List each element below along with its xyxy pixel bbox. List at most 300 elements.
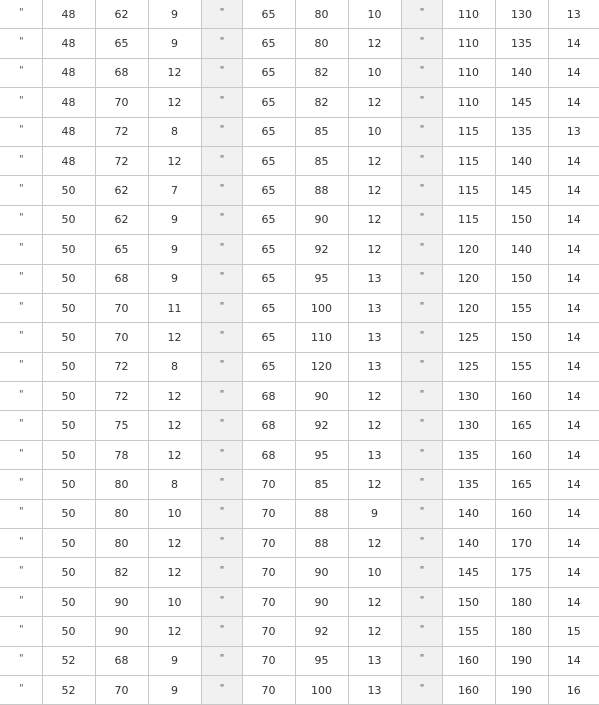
table-row [0,352,599,381]
table-cell: 65 [242,29,295,58]
table-cell: 14 [548,352,599,381]
table-cell: 9 [148,0,201,29]
table-cell: 12 [148,58,201,87]
ditto-mark-cell: " [0,58,42,87]
table-cell: 14 [548,558,599,587]
ditto-mark-cell: " [0,587,42,616]
ditto-mark-cell: " [201,411,242,440]
ditto-mark-cell: " [201,470,242,499]
table-cell: 12 [148,440,201,469]
table-cell: 10 [348,558,401,587]
ditto-mark-cell: " [401,382,442,411]
table-cell: 82 [295,88,348,117]
ditto-mark-cell: " [0,382,42,411]
ditto-mark-cell: " [0,529,42,558]
table-cell: 65 [95,235,148,264]
table-cell: 14 [548,58,599,87]
table-cell: 50 [42,470,95,499]
table-row [0,264,599,293]
table-cell: 52 [42,646,95,675]
table-row [0,587,599,616]
table-cell: 70 [95,323,148,352]
table-cell: 145 [442,558,495,587]
table-cell: 65 [242,176,295,205]
table-cell: 95 [295,646,348,675]
table-cell: 11 [148,293,201,322]
table-cell: 65 [242,146,295,175]
table-cell: 120 [442,264,495,293]
table-cell: 92 [295,235,348,264]
table-cell: 50 [42,235,95,264]
table-cell: 48 [42,88,95,117]
ditto-mark-cell: " [201,205,242,234]
ditto-mark-cell: " [0,0,42,29]
table-row [0,293,599,322]
table-row [0,58,599,87]
table-cell: 115 [442,205,495,234]
table-cell: 13 [548,117,599,146]
ditto-mark-cell: " [401,675,442,704]
table-cell: 115 [442,176,495,205]
ditto-mark-cell: " [0,117,42,146]
table-cell: 155 [442,617,495,646]
table-cell: 13 [348,675,401,704]
ditto-mark-cell: " [201,176,242,205]
ditto-mark-cell: " [401,470,442,499]
table-cell: 9 [348,499,401,528]
ditto-mark-cell: " [401,205,442,234]
table-row [0,499,599,528]
table-row [0,88,599,117]
table-row [0,470,599,499]
table-cell: 68 [242,440,295,469]
table-row [0,646,599,675]
table-cell: 90 [295,382,348,411]
table-cell: 9 [148,205,201,234]
table-cell: 12 [148,558,201,587]
ditto-mark-cell: " [401,529,442,558]
table-cell: 90 [295,587,348,616]
table-cell: 50 [42,176,95,205]
table-cell: 13 [548,0,599,29]
table-cell: 12 [348,587,401,616]
ditto-mark-cell: " [0,499,42,528]
table-cell: 50 [42,293,95,322]
table-cell: 65 [242,293,295,322]
table-cell: 68 [95,58,148,87]
ditto-mark-cell: " [0,558,42,587]
table-cell: 190 [495,646,548,675]
table-cell: 80 [95,470,148,499]
table-cell: 145 [495,176,548,205]
table-cell: 140 [495,146,548,175]
table-row [0,323,599,352]
table-cell: 135 [495,29,548,58]
table-cell: 125 [442,323,495,352]
table-cell: 62 [95,0,148,29]
ditto-mark-cell: " [201,499,242,528]
table-cell: 125 [442,352,495,381]
table-row [0,176,599,205]
table-cell: 70 [242,646,295,675]
table-cell: 190 [495,675,548,704]
table-cell: 50 [42,382,95,411]
table-cell: 88 [295,529,348,558]
table-cell: 10 [348,0,401,29]
table-cell: 13 [348,352,401,381]
ditto-mark-cell: " [201,675,242,704]
ditto-mark-cell: " [401,440,442,469]
table-cell: 70 [95,675,148,704]
ditto-mark-cell: " [0,205,42,234]
table-cell: 50 [42,558,95,587]
table-cell: 180 [495,587,548,616]
table-cell: 120 [442,293,495,322]
table-cell: 14 [548,470,599,499]
table-cell: 16 [548,675,599,704]
table-cell: 8 [148,117,201,146]
ditto-mark-cell: " [0,440,42,469]
table-cell: 110 [442,88,495,117]
table-cell: 90 [95,617,148,646]
ditto-mark-cell: " [201,558,242,587]
table-cell: 50 [42,411,95,440]
table-cell: 14 [548,499,599,528]
table-cell: 12 [148,146,201,175]
table-cell: 72 [95,382,148,411]
table-cell: 85 [295,470,348,499]
ditto-mark-cell: " [0,411,42,440]
table-cell: 150 [495,205,548,234]
table-cell: 12 [348,470,401,499]
table-cell: 65 [242,117,295,146]
table-cell: 65 [242,88,295,117]
ditto-mark-cell: " [0,293,42,322]
table-cell: 8 [148,470,201,499]
table-cell: 50 [42,617,95,646]
table-cell: 150 [442,587,495,616]
table-cell: 130 [442,382,495,411]
table-cell: 12 [348,176,401,205]
table-cell: 14 [548,440,599,469]
table-cell: 14 [548,646,599,675]
table-cell: 12 [148,411,201,440]
table-row [0,411,599,440]
table-cell: 12 [348,411,401,440]
table-cell: 165 [495,470,548,499]
table-cell: 65 [95,29,148,58]
table-cell: 14 [548,29,599,58]
table-cell: 160 [495,499,548,528]
table-cell: 50 [42,352,95,381]
table-row [0,617,599,646]
table-cell: 70 [242,558,295,587]
ditto-mark-cell: " [201,293,242,322]
table-cell: 50 [42,587,95,616]
table-cell: 14 [548,382,599,411]
ditto-mark-cell: " [401,29,442,58]
table-cell: 115 [442,146,495,175]
table-cell: 120 [442,235,495,264]
ditto-mark-cell: " [201,587,242,616]
table-cell: 10 [148,499,201,528]
table-cell: 12 [348,205,401,234]
table-cell: 78 [95,440,148,469]
table-cell: 80 [95,499,148,528]
ditto-mark-cell: " [0,617,42,646]
table-cell: 120 [295,352,348,381]
table-cell: 14 [548,205,599,234]
table-cell: 80 [95,529,148,558]
ditto-mark-cell: " [0,675,42,704]
table-cell: 70 [95,293,148,322]
table-cell: 13 [348,293,401,322]
table-cell: 8 [148,352,201,381]
table-cell: 10 [348,117,401,146]
table-cell: 100 [295,293,348,322]
table-cell: 135 [442,440,495,469]
ditto-mark-cell: " [201,235,242,264]
table-cell: 150 [495,323,548,352]
table-cell: 7 [148,176,201,205]
table-cell: 70 [242,529,295,558]
ditto-mark-cell: " [401,88,442,117]
ditto-mark-cell: " [401,323,442,352]
ditto-mark-cell: " [201,352,242,381]
table-cell: 48 [42,117,95,146]
table-cell: 14 [548,88,599,117]
ditto-mark-cell: " [401,146,442,175]
table-cell: 175 [495,558,548,587]
table-cell: 70 [242,470,295,499]
table-cell: 110 [295,323,348,352]
ditto-mark-cell: " [401,58,442,87]
table-cell: 68 [95,264,148,293]
ditto-mark-cell: " [401,176,442,205]
table-cell: 90 [295,205,348,234]
ditto-mark-cell: " [0,88,42,117]
table-cell: 140 [442,529,495,558]
table-cell: 92 [295,411,348,440]
table-row [0,235,599,264]
table-cell: 180 [495,617,548,646]
table-cell: 115 [442,117,495,146]
table-cell: 48 [42,58,95,87]
ditto-mark-cell: " [0,646,42,675]
table-cell: 80 [295,29,348,58]
table-cell: 13 [348,440,401,469]
table-cell: 88 [295,176,348,205]
table-row [0,675,599,704]
table-cell: 50 [42,499,95,528]
table-cell: 85 [295,117,348,146]
ditto-mark-cell: " [201,323,242,352]
table-cell: 155 [495,352,548,381]
table-row [0,205,599,234]
table-cell: 70 [242,499,295,528]
table-cell: 14 [548,293,599,322]
table-row [0,529,599,558]
table-cell: 130 [442,411,495,440]
table-cell: 14 [548,264,599,293]
ditto-mark-cell: " [201,617,242,646]
ditto-mark-cell: " [401,646,442,675]
table-cell: 65 [242,352,295,381]
ditto-mark-cell: " [201,440,242,469]
table-cell: 62 [95,205,148,234]
ditto-mark-cell: " [401,499,442,528]
ditto-mark-cell: " [201,29,242,58]
table-cell: 72 [95,117,148,146]
table-cell: 155 [495,293,548,322]
table-cell: 12 [148,88,201,117]
table-cell: 65 [242,58,295,87]
ditto-mark-cell: " [401,617,442,646]
ditto-mark-cell: " [0,235,42,264]
ditto-mark-cell: " [401,293,442,322]
table-cell: 15 [548,617,599,646]
ditto-mark-cell: " [401,352,442,381]
ditto-mark-cell: " [401,587,442,616]
table-cell: 48 [42,146,95,175]
table-cell: 10 [348,58,401,87]
table-cell: 100 [295,675,348,704]
table-cell: 68 [242,411,295,440]
ditto-mark-cell: " [401,411,442,440]
table-cell: 85 [295,146,348,175]
ditto-mark-cell: " [0,323,42,352]
table-cell: 12 [348,29,401,58]
table-cell: 14 [548,235,599,264]
table-cell: 90 [95,587,148,616]
table-cell: 110 [442,29,495,58]
table-cell: 140 [442,499,495,528]
table-row [0,440,599,469]
table-cell: 150 [495,264,548,293]
table-cell: 68 [242,382,295,411]
table-cell: 12 [348,529,401,558]
table-row [0,0,599,29]
table-cell: 92 [295,617,348,646]
table-cell: 160 [495,440,548,469]
table-cell: 10 [148,587,201,616]
table-cell: 12 [348,88,401,117]
table-cell: 50 [42,264,95,293]
ditto-mark-cell: " [401,558,442,587]
table-cell: 48 [42,0,95,29]
ditto-mark-cell: " [201,88,242,117]
table-cell: 48 [42,29,95,58]
table-cell: 135 [495,117,548,146]
table-cell: 65 [242,0,295,29]
table-cell: 72 [95,146,148,175]
ditto-mark-cell: " [0,352,42,381]
table-cell: 13 [348,264,401,293]
table-cell: 13 [348,323,401,352]
table-cell: 68 [95,646,148,675]
table-cell: 75 [95,411,148,440]
ditto-mark-cell: " [0,146,42,175]
table-cell: 14 [548,323,599,352]
table-cell: 72 [95,352,148,381]
table-cell: 50 [42,440,95,469]
table-cell: 9 [148,675,201,704]
table-cell: 9 [148,264,201,293]
table-cell: 70 [95,88,148,117]
table-row [0,29,599,58]
table-cell: 95 [295,264,348,293]
table-cell: 70 [242,587,295,616]
table-cell: 135 [442,470,495,499]
ditto-mark-cell: " [0,176,42,205]
table-cell: 88 [295,499,348,528]
ditto-mark-cell: " [201,146,242,175]
table-cell: 52 [42,675,95,704]
table-cell: 160 [442,646,495,675]
table-cell: 165 [495,411,548,440]
table-cell: 62 [95,176,148,205]
table-cell: 130 [495,0,548,29]
table-cell: 50 [42,323,95,352]
ditto-mark-cell: " [401,117,442,146]
table-cell: 12 [348,382,401,411]
ditto-mark-cell: " [0,470,42,499]
table-cell: 12 [148,617,201,646]
table-cell: 14 [548,411,599,440]
table-cell: 9 [148,235,201,264]
ditto-mark-cell: " [401,0,442,29]
table-cell: 110 [442,0,495,29]
table-row [0,382,599,411]
table-cell: 14 [548,146,599,175]
ditto-mark-cell: " [0,29,42,58]
table-cell: 9 [148,646,201,675]
table-cell: 12 [148,529,201,558]
table-row [0,558,599,587]
ditto-mark-cell: " [401,264,442,293]
ditto-mark-cell: " [201,117,242,146]
ditto-mark-cell: " [401,235,442,264]
table-cell: 50 [42,205,95,234]
ditto-mark-cell: " [201,0,242,29]
table-cell: 65 [242,205,295,234]
table-cell: 160 [495,382,548,411]
ditto-mark-cell: " [0,264,42,293]
table-cell: 12 [348,146,401,175]
table-cell: 110 [442,58,495,87]
table-cell: 65 [242,264,295,293]
table-cell: 14 [548,529,599,558]
table-cell: 14 [548,587,599,616]
table-cell: 82 [95,558,148,587]
table-cell: 82 [295,58,348,87]
table-cell: 50 [42,529,95,558]
ditto-mark-cell: " [201,646,242,675]
ditto-mark-cell: " [201,264,242,293]
table-cell: 145 [495,88,548,117]
table-cell: 65 [242,235,295,264]
table-cell: 65 [242,323,295,352]
table-cell: 70 [242,617,295,646]
ditto-mark-cell: " [201,382,242,411]
table-row [0,146,599,175]
table-cell: 9 [148,29,201,58]
table-cell: 12 [348,617,401,646]
table-cell: 12 [148,382,201,411]
table-cell: 12 [348,235,401,264]
table-cell: 80 [295,0,348,29]
ditto-mark-cell: " [201,58,242,87]
